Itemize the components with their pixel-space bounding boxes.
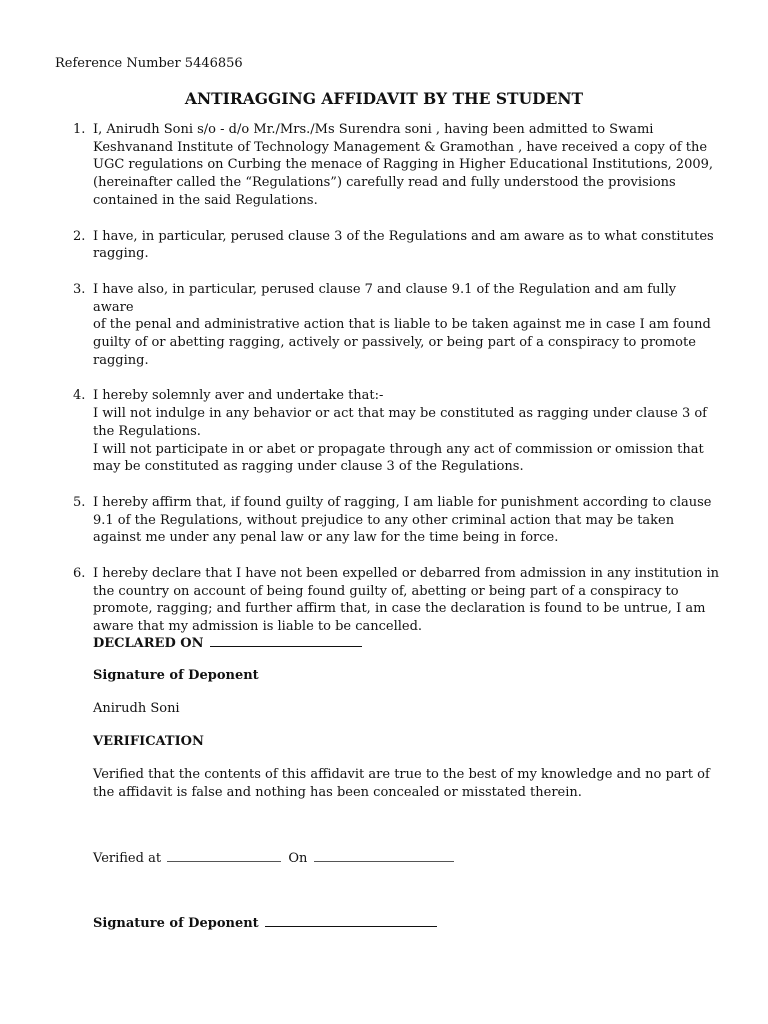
verified-at-label: Verified at xyxy=(93,851,162,866)
clause-line: of the penal and administrative action that is liable to be taken against me in case I am found xyxy=(93,317,711,333)
clause-line: ragging. xyxy=(93,246,149,262)
clause-number: 2. xyxy=(73,228,86,244)
clause-line: the Regulations. xyxy=(93,423,201,439)
clause-line: promote, ragging; and further affirm that, in case the declaration is found to be untrue, I am xyxy=(93,601,706,617)
clause-line: I hereby affirm that, if found guilty of ragging, I am liable for punishment according to clause xyxy=(93,494,712,510)
final-signature-row xyxy=(93,914,437,933)
verification-text xyxy=(93,766,710,801)
document-title: ANTIRAGGING AFFIDAVIT BY THE STUDENT xyxy=(184,89,584,108)
clause-item xyxy=(60,281,720,370)
clause-number: 6. xyxy=(73,566,86,582)
clause-line: I hereby solemnly aver and undertake that:- xyxy=(93,388,384,404)
clause-line: Keshvanand Institute of Technology Management & Gramothan , have received a copy of the xyxy=(93,139,708,155)
clause-item xyxy=(60,228,720,263)
declared-on-blank xyxy=(210,634,362,647)
signature-label: Signature of Deponent xyxy=(93,668,259,683)
clause-item xyxy=(60,494,720,547)
clause-line: I have, in particular, perused clause 3 of the Regulations and am aware as to what constitutes xyxy=(93,228,714,244)
clause-line: against me under any penal law or any law for the time being in force. xyxy=(93,530,559,546)
verified-at-blank xyxy=(167,849,281,862)
clause-number: 4. xyxy=(73,388,86,404)
on-label: On xyxy=(288,851,308,866)
deponent-name: Anirudh Soni xyxy=(93,701,180,716)
verified-at-row xyxy=(93,849,454,868)
on-blank xyxy=(314,849,454,862)
clause-list xyxy=(60,121,720,654)
verification-line: the affidavit is false and nothing has been concealed or misstated therein. xyxy=(93,784,582,800)
final-signature-label: Signature of Deponent xyxy=(93,916,259,931)
clause-line: (hereinafter called the “Regulations”) carefully read and fully understood the provisions xyxy=(93,175,676,191)
clause-line: I will not participate in or abet or propagate through any act of commission or omission that xyxy=(93,441,704,457)
clause-line: UGC regulations on Curbing the menace of Ragging in Higher Educational Institutions, 2009, xyxy=(93,157,714,173)
clause-number: 1. xyxy=(73,122,86,137)
verification-heading: VERIFICATION xyxy=(93,734,204,749)
clause-line: I, Anirudh Soni s/o - d/o Mr./Mrs./Ms Surendra soni , having been admitted to Swami xyxy=(93,122,654,137)
declared-on-label: DECLARED ON xyxy=(93,636,204,651)
clause-line: I have also, in particular, perused clause 7 and clause 9.1 of the Regulation and am fully aware xyxy=(93,281,677,315)
final-signature-blank xyxy=(265,914,437,927)
declared-on xyxy=(93,634,362,653)
clause-line: may be constituted as ragging under clause 3 of the Regulations. xyxy=(93,459,524,475)
clause-line: 9.1 of the Regulations, without prejudice to any other criminal action that may be taken xyxy=(93,512,675,528)
clause-line: aware that my admission is liable to be cancelled. xyxy=(93,619,423,635)
clause-line: ragging. xyxy=(93,352,149,368)
clause-item xyxy=(60,121,720,210)
clause-line: I will not indulge in any behavior or act that may be constituted as ragging under clause 3 of xyxy=(93,406,707,422)
verification-line: Verified that the contents of this affidavit are true to the best of my knowledge and no part of xyxy=(93,767,710,782)
clause-line: I hereby declare that I have not been expelled or debarred from admission in any institution in xyxy=(93,566,720,582)
clause-item xyxy=(60,565,720,636)
reference-number: Reference Number 5446856 xyxy=(55,56,243,71)
clause-line: the country on account of being found guilty of, abetting or being part of a conspiracy to xyxy=(93,583,679,599)
clause-line: guilty of or abetting ragging, actively or passively, or being part of a conspiracy to promote xyxy=(93,335,696,351)
clause-line: contained in the said Regulations. xyxy=(93,192,318,208)
clause-number: 3. xyxy=(73,281,86,297)
clause-item xyxy=(60,387,720,476)
clause-number: 5. xyxy=(73,494,86,510)
